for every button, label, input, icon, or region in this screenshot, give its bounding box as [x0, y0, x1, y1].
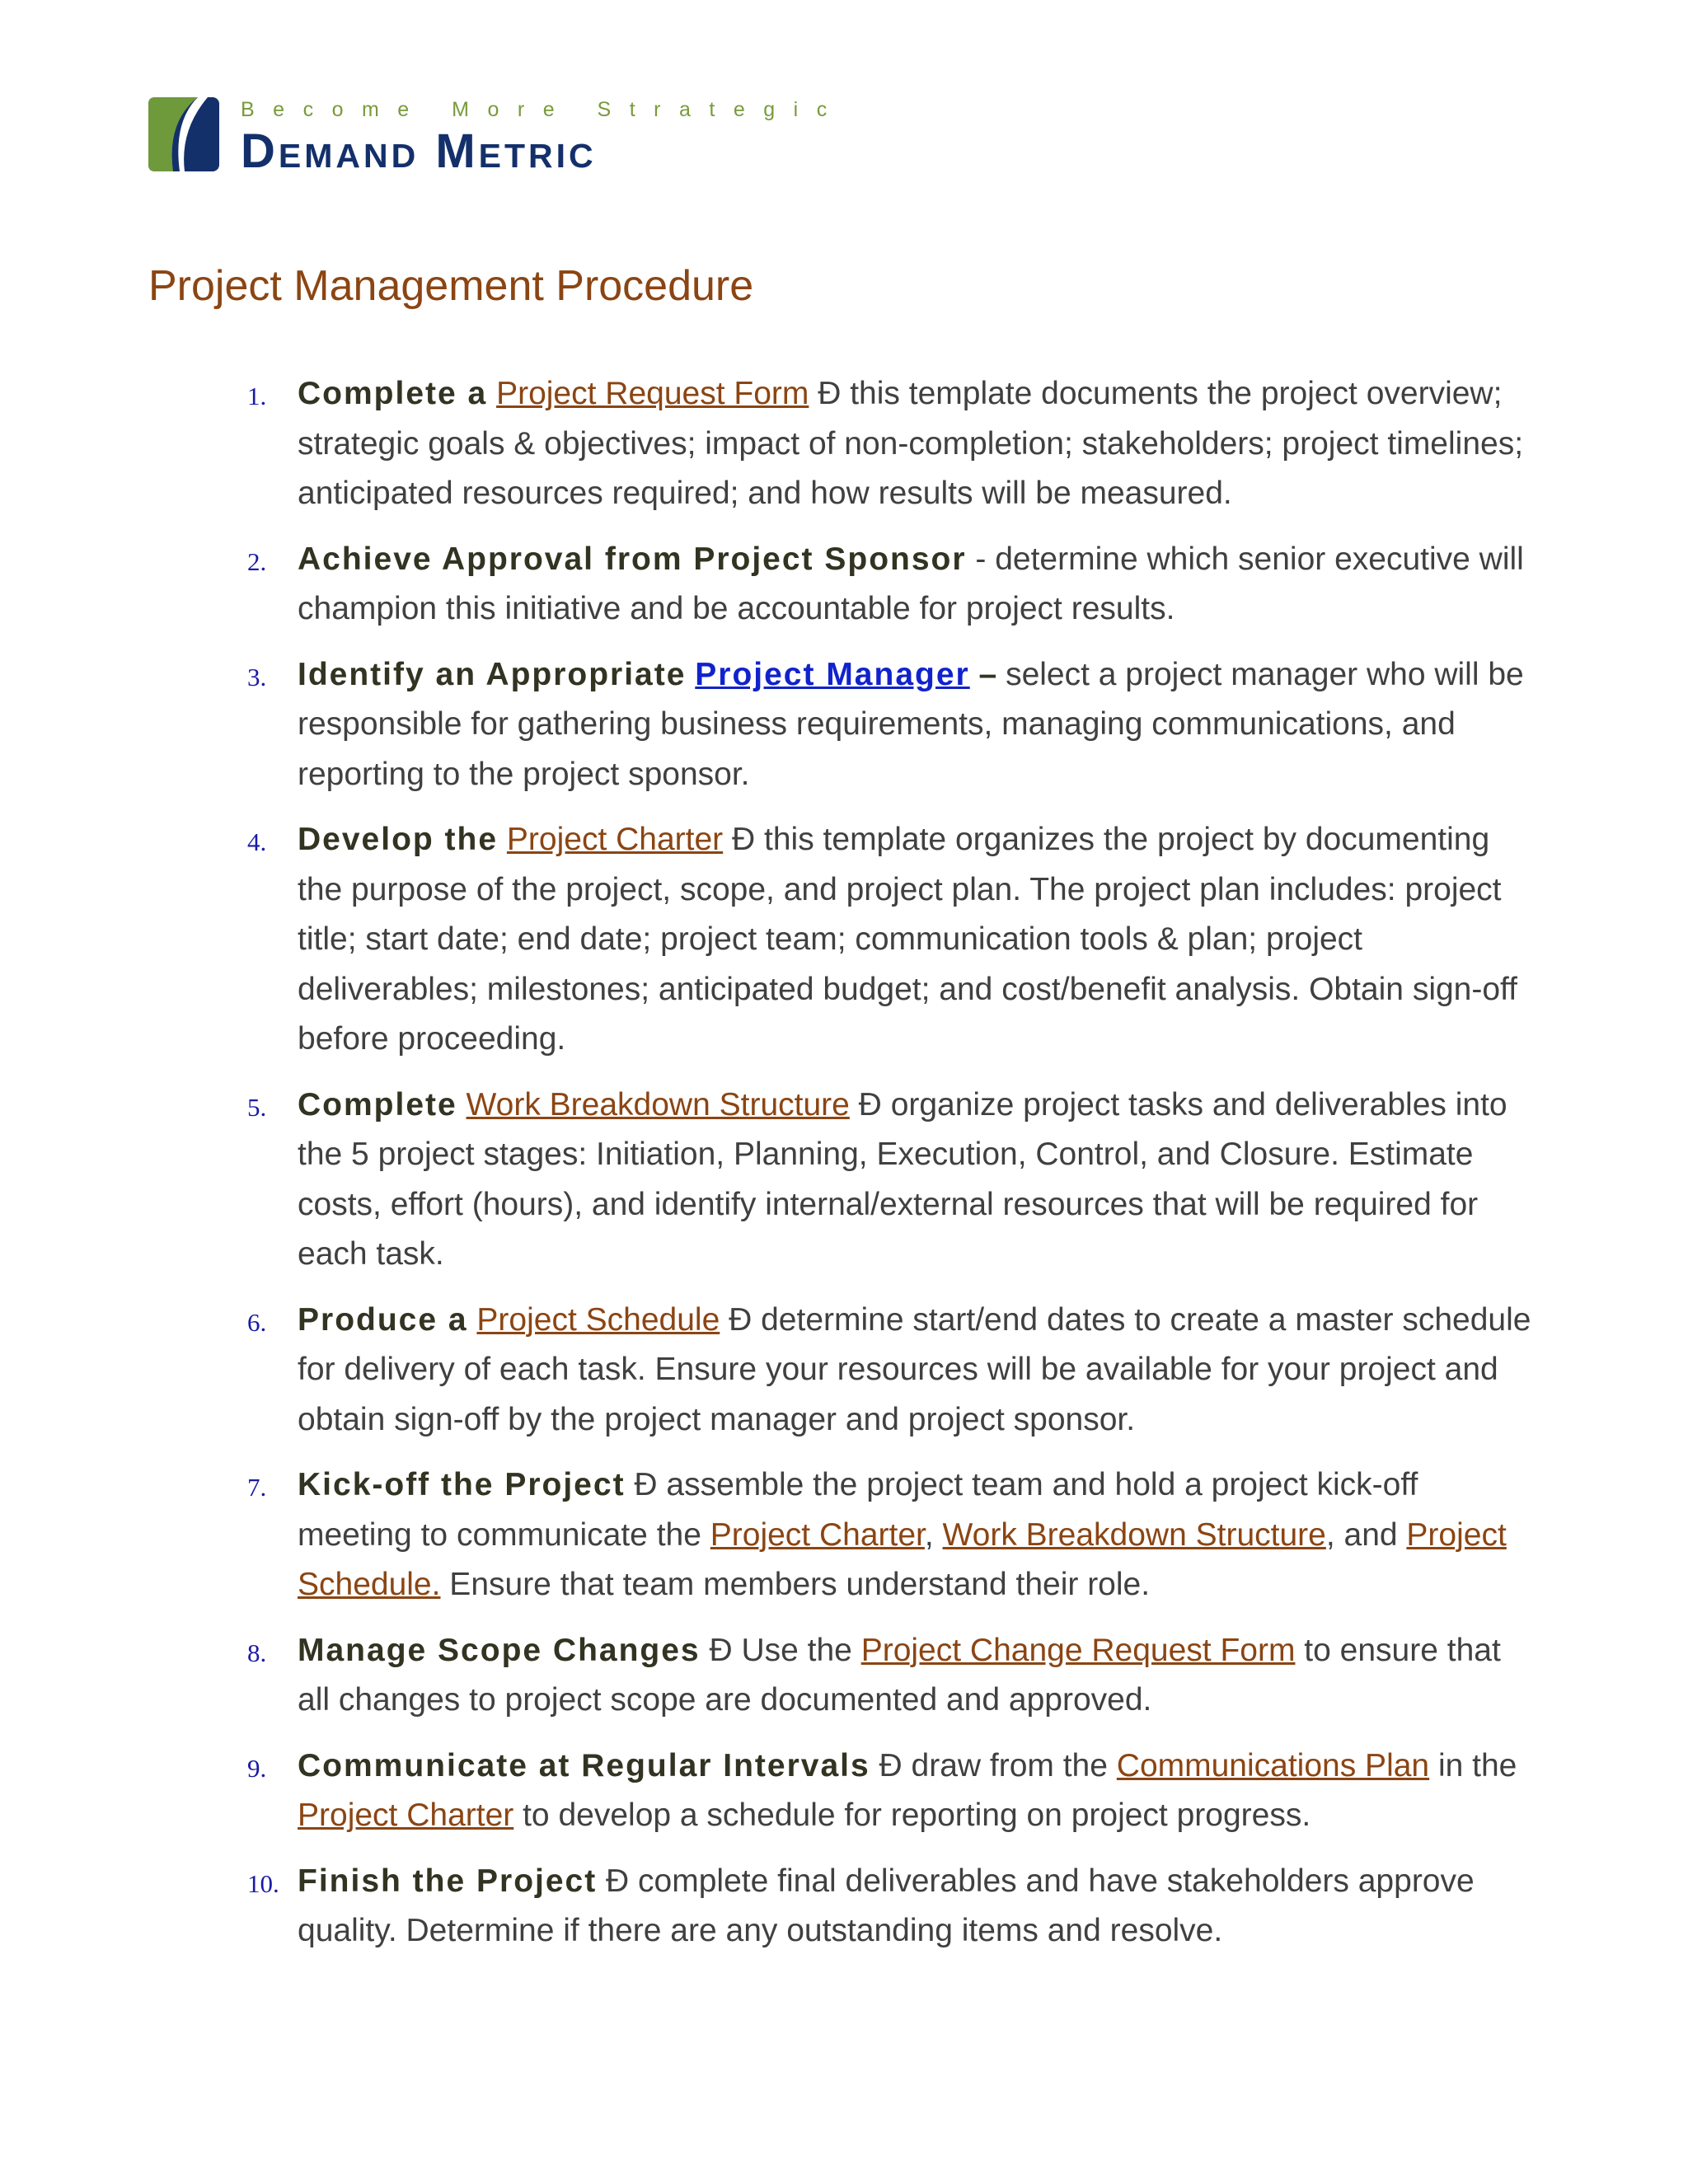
step-separator: Ð [849, 1086, 891, 1122]
step-heading: Kick-off the Project [298, 1467, 626, 1502]
demand-metric-logo [148, 97, 846, 180]
step-text: this template documents the project overview; strategic goals & objectives; impact of non-completion; stakeholders; project timelines; anticipated resources required; and how results will be measured. [298, 376, 1524, 511]
step-number: 8. [247, 1638, 267, 1667]
procedure-steps-list [0, 369, 1688, 1972]
step-number: 5. [247, 1092, 267, 1122]
step-text: organize project tasks and deliverables into the 5 project stages: Initiation, Planning, Execution, Control, and Closure. Estimate costs, effort (hours), and identify internal/external resources that will be required for each task. [298, 1086, 1507, 1272]
communications-plan-link[interactable]: Communications Plan [1116, 1747, 1430, 1783]
step-9 [0, 1741, 1688, 1841]
step-1 [0, 369, 1688, 519]
project-charter-link[interactable]: Project Charter [710, 1516, 925, 1553]
step-heading: Develop the [298, 822, 499, 857]
step-heading: Achieve Approval from Project Sponsor [298, 541, 967, 577]
step-number: 9. [247, 1753, 267, 1783]
step-heading: Identify an Appropriate [298, 656, 687, 692]
step-text: , [924, 1516, 943, 1553]
step-7 [0, 1460, 1688, 1610]
step-number: 4. [247, 827, 267, 856]
step-10 [0, 1857, 1688, 1957]
step-heading: Manage Scope Changes [298, 1632, 701, 1668]
work-breakdown-structure-link[interactable]: Work Breakdown Structure [466, 1086, 850, 1122]
step-5 [0, 1080, 1688, 1280]
step-text: , and [1325, 1516, 1407, 1553]
step-heading: Complete [298, 1086, 457, 1122]
page-title: Project Management Procedure [148, 262, 754, 310]
step-number: 2. [247, 546, 267, 576]
step-heading: Communicate at Regular Intervals [298, 1747, 870, 1783]
step-text: Ð Use the [700, 1632, 861, 1668]
step-separator: Ð [720, 1301, 762, 1338]
step-text: to develop a schedule for reporting on project progress. [513, 1797, 1311, 1833]
step-text: in the [1429, 1747, 1517, 1783]
step-8 [0, 1626, 1688, 1726]
project-manager-link[interactable]: Project Manager [695, 656, 970, 692]
step-number: 7. [247, 1473, 267, 1502]
step-heading: Complete a [298, 376, 488, 411]
step-text: - determine which senior executive will champion this initiative and be accountable for project results. [298, 541, 1524, 626]
step-text: Ð draw from the [870, 1747, 1117, 1783]
step-text: select a project manager who will be responsible for gathering business requirements, managing communications, and reporting to the project sponsor. [298, 656, 1524, 792]
step-number: 1. [247, 382, 267, 410]
step-number: 6. [247, 1307, 267, 1337]
step-number: 10. [247, 1868, 279, 1898]
step-text: to ensure that all changes to project scope are documented and approved. [298, 1632, 1501, 1718]
logo-mark-icon [148, 97, 219, 171]
step-dash: – [969, 656, 997, 692]
work-breakdown-structure-link[interactable]: Work Breakdown Structure [942, 1516, 1326, 1553]
step-heading: Finish the Project [298, 1863, 598, 1899]
step-heading: Produce a [298, 1301, 468, 1338]
step-separator: Ð [809, 376, 851, 411]
project-change-request-form-link[interactable]: Project Change Request Form [860, 1632, 1296, 1668]
project-charter-link[interactable]: Project Charter [298, 1797, 514, 1833]
step-2 [0, 535, 1688, 635]
step-text: Ensure that team members understand their role. [440, 1567, 1151, 1602]
step-6 [0, 1296, 1688, 1446]
project-request-form-link[interactable]: Project Request Form [496, 376, 809, 411]
step-separator: Ð [723, 822, 765, 857]
logo-wordmark: Demand Metric [241, 124, 597, 178]
step-number: 3. [247, 662, 267, 691]
project-schedule-link[interactable]: Project Schedule [476, 1301, 720, 1338]
step-3 [0, 650, 1688, 800]
step-text: determine start/end dates to create a master schedule for delivery of each task. Ensure your resources will be available for your project and obtain sign-off by the project manager and project sponsor. [298, 1301, 1531, 1437]
logo-tagline: Become More Strategic [241, 98, 846, 121]
step-text: this template organizes the project by documenting the purpose of the project, scope, and project plan. The project plan includes: project title; start date; end date; project team; communication tools & plan; project deliverables; milestones; anticipated budget; and cost/benefit analysis. Obtain sign-off before proceeding. [298, 822, 1518, 1057]
step-text: Ð complete final deliverables and have stakeholders approve quality. Determine if there are any outstanding items and resolve. [298, 1863, 1475, 1948]
step-4 [0, 815, 1688, 1065]
project-charter-link[interactable]: Project Charter [506, 822, 724, 857]
project-schedule-link[interactable]: Project Schedule. [298, 1516, 1507, 1602]
step-text: Ð assemble the project team and hold a project kick-off meeting to communicate the [298, 1467, 1418, 1553]
